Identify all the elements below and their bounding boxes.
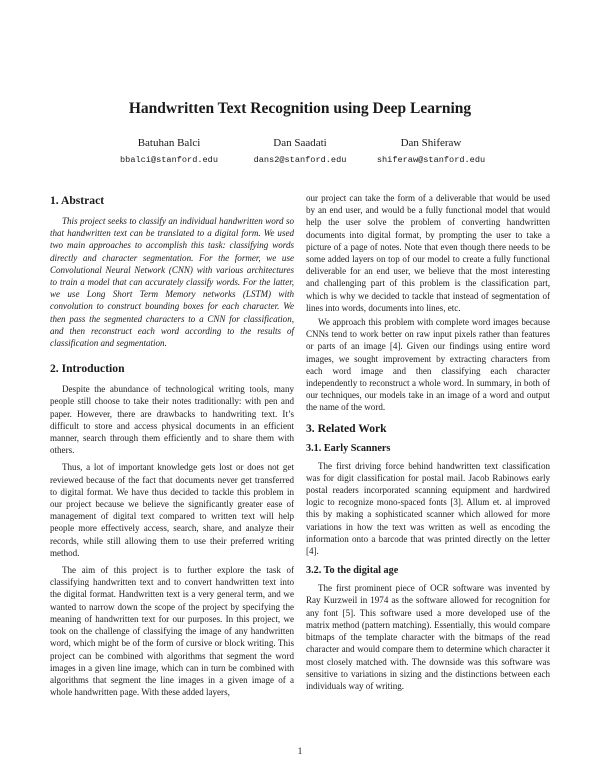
author-name: Batuhan Balci xyxy=(137,137,201,149)
introduction-heading: 2. Introduction xyxy=(50,362,125,376)
author-name: Dan Saadati xyxy=(273,137,327,149)
intro-paragraph-4: our project can take the form of a deliverable that would be used by an end user, and would be a fully functional model that would help the user solve the problem of converting handwritten documents into digital format, by prompting the user to take a picture of a page of notes. Note that even though there needs to be some added layers on top of our model to create a fully functional deliverable for an end user, we believe that the most interesting and challenging part of this problem is the classification part, which is why we decided to tackle that instead of segmentation of lines into words, documents into lines, etc. xyxy=(306,193,550,313)
right-column xyxy=(306,192,550,692)
digital-age-paragraph: The first prominent piece of OCR software was invented by Ray Kurzweil in 1974 as the software allowed for recognition for any font [5]. This software used a more developed use of the matrix method (pattern matching). Essentially, this would compare bitmaps of the template character with the bitmaps of the read character and would compare them to determine which character it most closely matched with. The downside was this software was sensitive to variations in sizing and the distinctions between each individuals way of writing. xyxy=(306,583,550,691)
early-scanners-paragraph: The first driving force behind handwritten text classification was for digit classification for postal mail. Jacob Rabinows early postal readers incorporated scanning equipment and hardwired logic to recognize mono-spaced fonts [3]. Allum et. al improved this by making a sophisticated scanner which allowed for more variations in how the text was written as well as encoding the information onto a barcode that was printed directly on the letter [4]. xyxy=(306,460,550,557)
abstract-heading: 1. Abstract xyxy=(50,194,105,207)
intro-paragraph-1: Despite the abundance of technological writing tools, many people still choose to take their notes traditionally: with pen and paper. However, there are drawbacks to handwriting text. It’s difficult to store and access physical documents in an efficient manner, search through them efficiently and to share them with others. xyxy=(50,384,294,456)
page-number: 1 xyxy=(297,747,303,757)
paper-title: Handwritten Text Recognition using Deep Learning xyxy=(128,100,472,117)
abstract-text: This project seeks to classify an individual handwritten word so that handwritten text can be translated to a digital form. We used two main approaches to accomplish this task: classifying words directly and character segmentation. For the former, we use Convolutional Neural Network (CNN) with various architectures to train a model that can accurately classify words. For the latter, we use Long Short Term Memory networks (LSTM) with convolution to construct bounding boxes for each character. We then pass the segmented characters to a CNN for classification, and then reconstruct each word according to the results of classification and segmentation. xyxy=(50,216,294,349)
related-work-heading: 3. Related Work xyxy=(306,421,387,435)
author-email: bbalci@stanford.edu xyxy=(120,155,218,165)
intro-paragraph-3: The aim of this project is to further explore the task of classifying handwritten text and to convert handwritten text into the digital format. Handwritten text is a very general term, and we wanted to narrow down the scope of the project by specifying the meaning of handwritten text for our purposes. In this project, we took on the challenge of classifying the image of any handwritten word, which might be of the form of cursive or block writing. This project can be combined with algorithms that segment the word images in a given line image, which can in turn be combined with algorithms that segment the line images in a given image of a whole handwritten page. With these added layers, xyxy=(50,565,294,698)
intro-paragraph-5: We approach this problem with complete word images because CNNs tend to work better on raw input pixels rather than features or parts of an image [4]. Given our findings using entire word images, we sought improvement by extracting characters from each word image and then classifying each character independently to reconstruct a whole word. In summary, in both of our techniques, our models take in an image of a word and output the name of the word. xyxy=(306,317,550,413)
intro-paragraph-2: Thus, a lot of important knowledge gets lost or does not get reviewed because of the fact that documents never get transferred to digital format. We have thus decided to tackle this problem in our project because we believe the significantly greater ease of management of digital text compared to written text will help people more effectively access, search, share, and analyze their records, while still allowing them to use their preferred writing method. xyxy=(50,462,294,558)
digital-age-heading: 3.2. To the digital age xyxy=(306,565,399,577)
author-email: dans2@stanford.edu xyxy=(253,155,347,165)
left-column xyxy=(50,194,294,698)
author-name: Dan Shiferaw xyxy=(400,137,462,149)
early-scanners-heading: 3.1. Early Scanners xyxy=(306,442,391,454)
author-email: shiferaw@stanford.edu xyxy=(376,155,486,165)
